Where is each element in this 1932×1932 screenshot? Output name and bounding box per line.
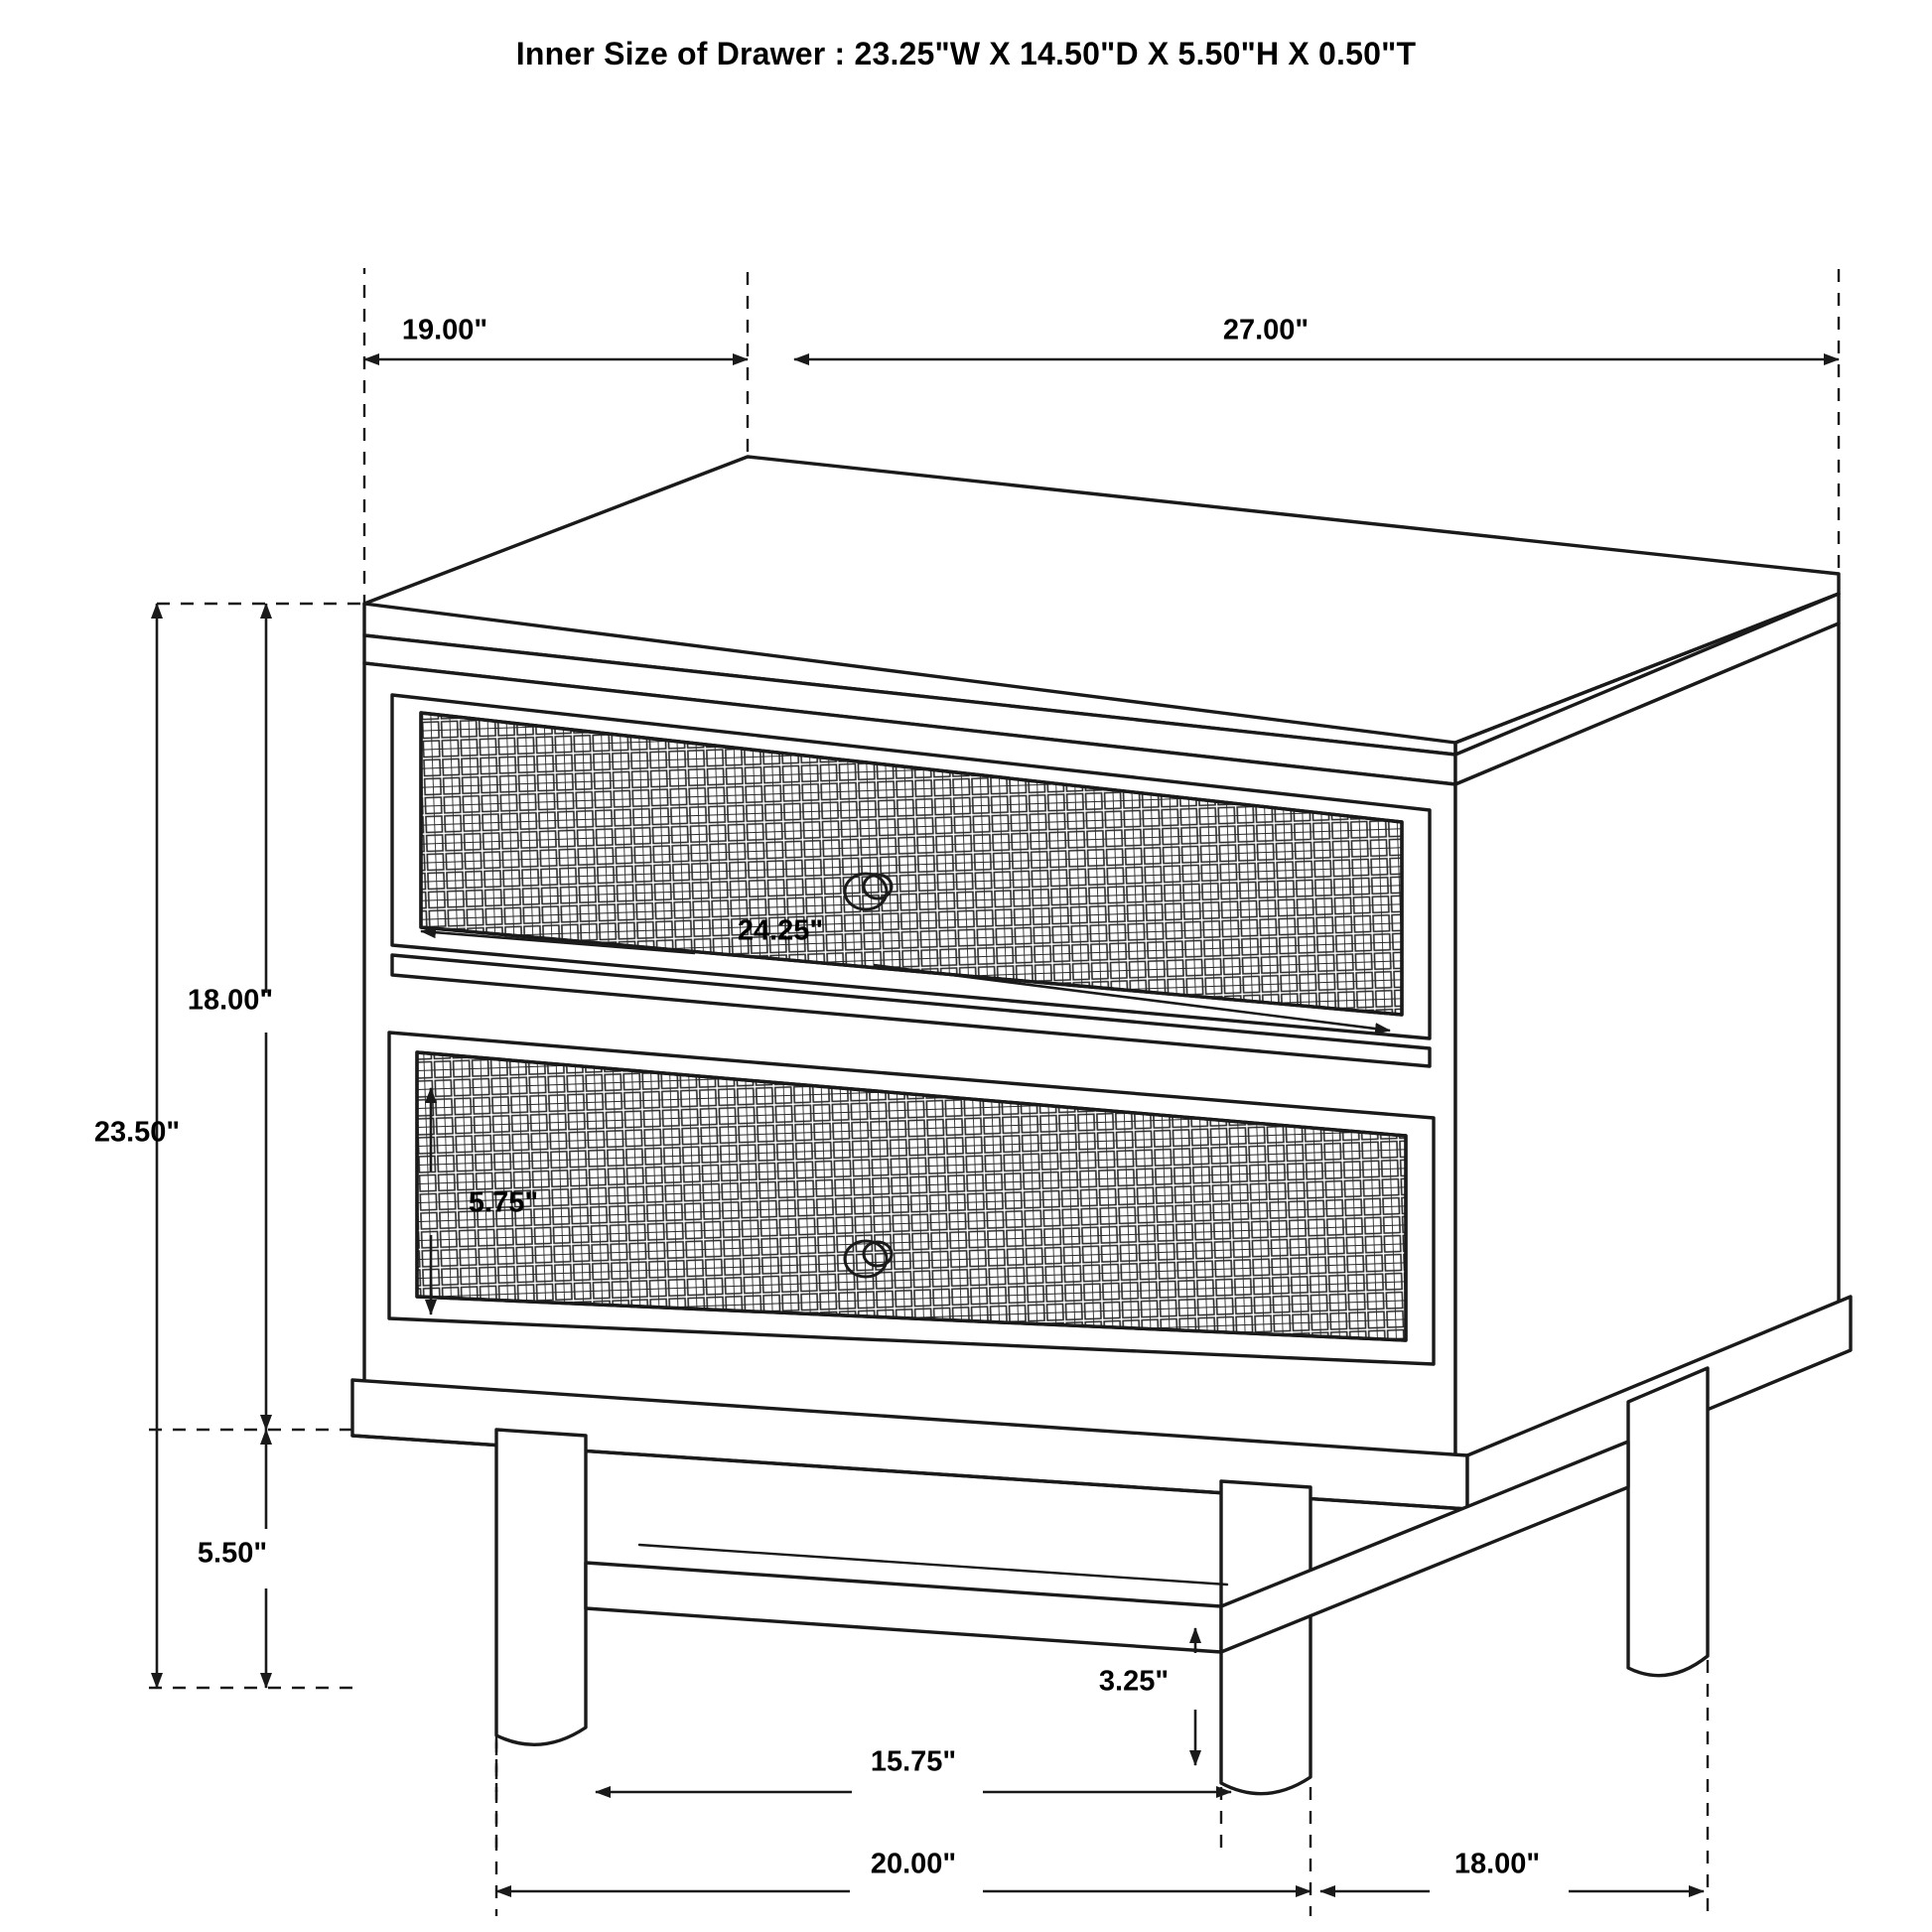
dim-label-height-overall: 23.50": [93, 1116, 181, 1149]
dim-label-height-legs: 5.50": [197, 1537, 268, 1570]
dim-label-drawer-width: 24.25": [737, 914, 824, 947]
dim-label-leg-span: 15.75": [870, 1745, 957, 1778]
dim-label-base-depth: 18.00": [1453, 1848, 1541, 1880]
dim-label-stretcher-height: 3.25": [1098, 1665, 1170, 1698]
nightstand-body: [352, 457, 1851, 1794]
dim-label-width-top: 27.00": [1222, 314, 1310, 346]
dim-label-height-case: 18.00": [187, 984, 274, 1017]
page-title: Inner Size of Drawer : 23.25"W X 14.50"D X 5.50"H X 0.50"T: [515, 36, 1417, 71]
dim-label-base-width: 20.00": [870, 1848, 957, 1880]
dim-label-depth-top: 19.00": [401, 314, 488, 346]
dim-label-drawer-height: 5.75": [468, 1186, 539, 1219]
